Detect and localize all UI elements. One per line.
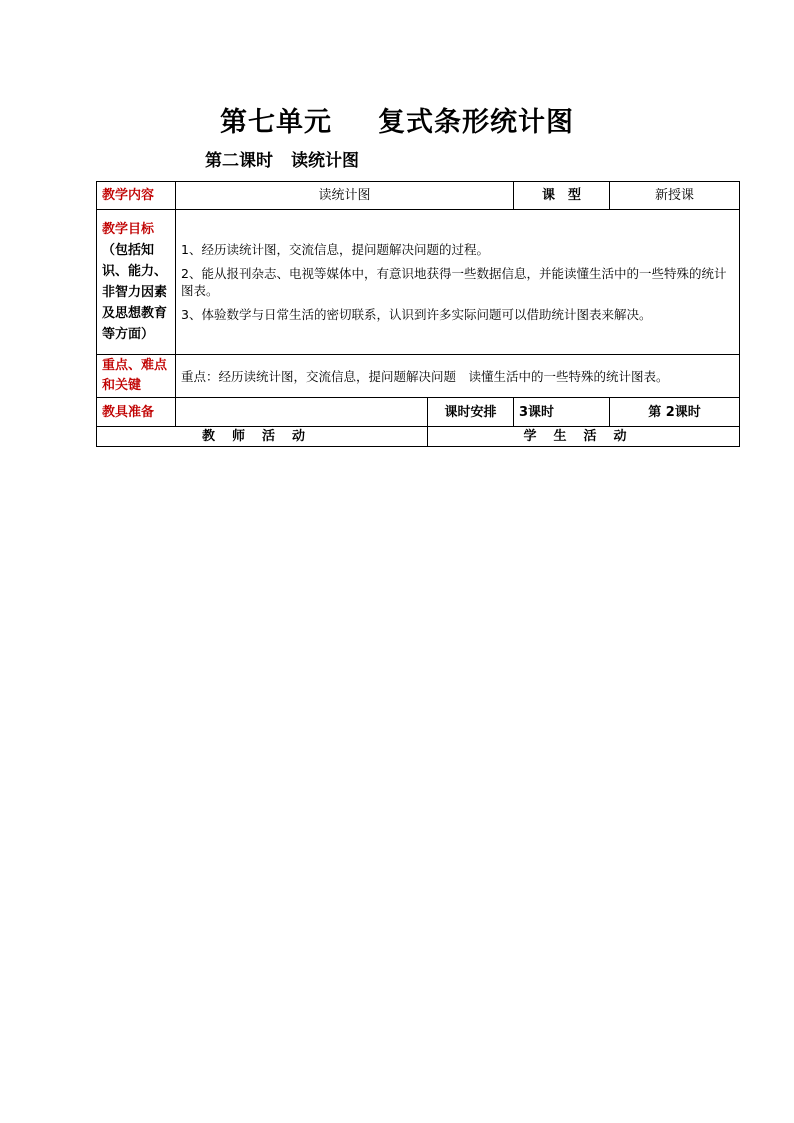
type-value: 新授课 xyxy=(610,182,740,210)
objectives-row xyxy=(97,210,740,355)
teacher-activity-header: 教师活动 xyxy=(97,427,428,447)
content-value: 读统计图 xyxy=(176,182,514,210)
schedule-current: 第 2课时 xyxy=(610,398,740,427)
schedule-total: 3课时 xyxy=(514,398,610,427)
type-label: 课 型 xyxy=(514,182,610,210)
key-points-value: 重点：经历读统计图，交流信息，提问题解决问题 读懂生活中的一些特殊的统计图表。 xyxy=(176,355,740,398)
lesson-subtitle xyxy=(205,146,359,171)
content-label: 教学内容 xyxy=(97,182,176,210)
unit-number: 第七单元 xyxy=(220,107,332,138)
lesson-plan-table xyxy=(96,181,740,447)
objectives-sublabel: （包括知识、能力、非智力因素及思想教育等方面） xyxy=(102,243,168,342)
objectives-label-cell xyxy=(97,210,176,355)
objective-item: 2、能从报刊杂志、电视等媒体中，有意识地获得一些数据信息，并能读懂生活中的一些特殊的统计图表。 xyxy=(181,266,727,298)
lesson-title: 读统计图 xyxy=(291,151,359,171)
key-points-label: 重点、难点和关键 xyxy=(97,355,176,398)
materials-value xyxy=(176,398,428,427)
lesson-number: 第二课时 xyxy=(205,151,273,171)
content-row xyxy=(97,182,740,210)
objectives-label: 教学目标 xyxy=(102,222,155,237)
objectives-cell xyxy=(176,210,740,355)
unit-title xyxy=(0,100,794,139)
objective-item: 1、经历读统计图，交流信息，提问题解决问题的过程。 xyxy=(181,242,489,257)
materials-label: 教具准备 xyxy=(97,398,176,427)
student-activity-header: 学生活动 xyxy=(428,427,740,447)
objective-item: 3、体验数学与日常生活的密切联系，认识到许多实际问题可以借助统计图表来解决。 xyxy=(181,307,652,322)
schedule-label: 课时安排 xyxy=(428,398,514,427)
activity-header-row xyxy=(97,427,740,447)
key-points-row xyxy=(97,355,740,398)
chapter-title: 复式条形统计图 xyxy=(378,107,574,138)
materials-row xyxy=(97,398,740,427)
